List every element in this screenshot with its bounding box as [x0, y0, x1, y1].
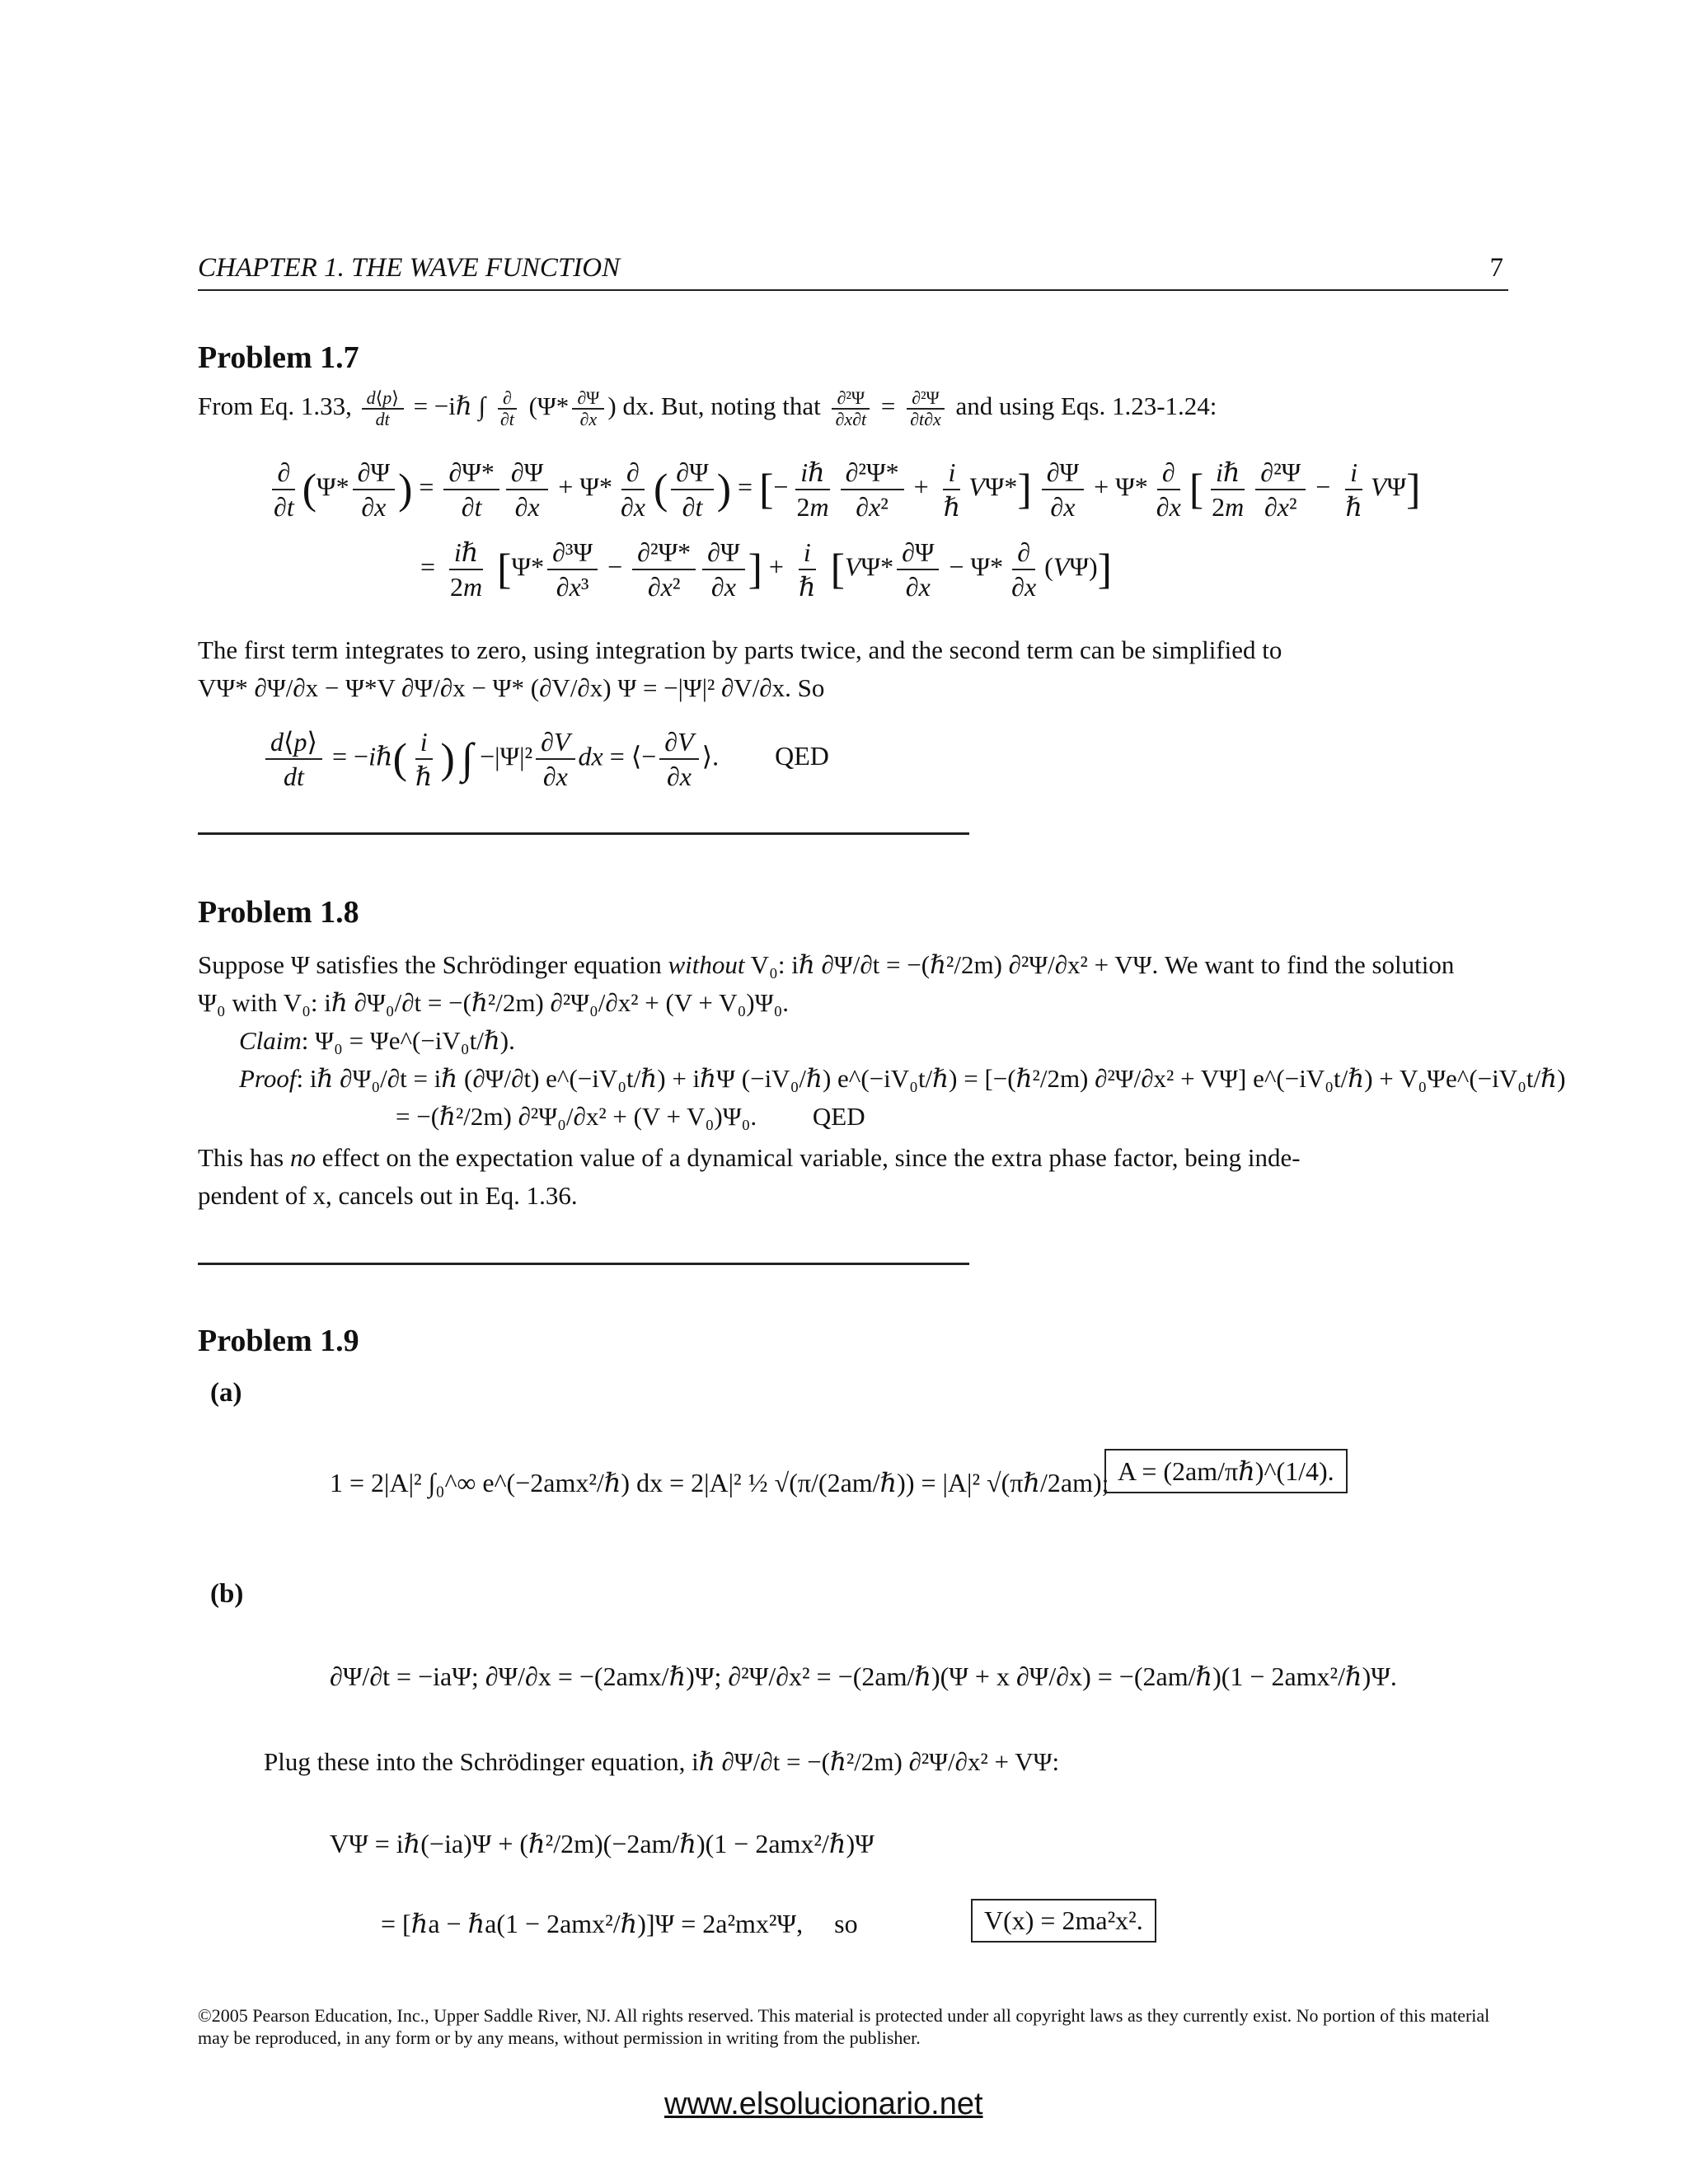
answer-box-a: A = (2am/πℏ)^(1/4). [1104, 1449, 1348, 1493]
problem-1-8-title: Problem 1.8 [198, 895, 359, 930]
plug-text: Plug these into the Schrödinger equation, iℏ ∂Ψ/∂t = −(ℏ²/2m) ∂²Ψ/∂x² + VΨ: [264, 1747, 1060, 1776]
equation-1-9-b: ∂Ψ/∂t = −iaΨ; ∂Ψ/∂x = −(2amx/ℏ)Ψ; ∂²Ψ/∂x² = −(2am/ℏ)(Ψ + x ∂Ψ/∂x) = −(2am/ℏ)(1 − 2amx²/ℏ)Ψ. [330, 1661, 1397, 1691]
part-a-label: (a) [210, 1378, 242, 1408]
divider-2 [198, 1263, 969, 1265]
answer-box-v: V(x) = 2ma²x². [971, 1899, 1156, 1943]
equation-1-7-a: $\frac{\partial}{\partial t}$ (Ψ* $\frac{\partial\Psi}{\partial x}$ ) = $\frac{\partial\Psi*}{\partial t}$ $\frac{\partial\Psi}{\partial x}$ + Ψ* $\frac{\partial}{\partial x}$ ( $\frac{\partial\Psi}{\partial t}$ ) = [− $\frac{\text{iℏ}}{2m}$ $\frac{\text{∂²Ψ*}}{\text{∂x²}}$ + $\frac{i}{\text{ℏ}}$ VΨ*] $\frac{\partial\Psi}{\partial x}$ + Ψ* $\frac{\partial}{\partial x}$ [ $\frac{\text{iℏ}}{2m}$ $\frac{\text{∂²Ψ}}{\text{∂x²}}$ − $\frac{i}{\text{ℏ}}$ VΨ] [274, 457, 1421, 522]
website-link[interactable]: www.elsolucionario.net [664, 2087, 983, 2121]
equation-1-7-c: $\frac{d⟨p⟩}{dt}$ = −iℏ( $\frac{i}{\text{ℏ}}$ ) ∫ −|Ψ|² $\frac{\partial V}{\partial x}$ dx = ⟨− $\frac{\partial V}{\partial x}$ ⟩. QED [262, 725, 829, 793]
page-header [198, 253, 1508, 291]
problem-1-7-text: The first term integrates to zero, using integration by parts twice, and the second term can be simplified to VΨ* ∂Ψ/∂x − Ψ*V ∂Ψ/∂x − Ψ* (∂V/∂x) Ψ = −|Ψ|² ∂V/∂x. So [198, 635, 1282, 702]
qed-1-7: QED [775, 741, 829, 771]
qed-1-8: QED [812, 1102, 865, 1131]
problem-1-7-title: Problem 1.7 [198, 340, 359, 375]
copyright-footer: ©2005 Pearson Education, Inc., Upper Saddle River, NJ. All rights reserved. This material is protected under all copyright laws as they currently exist. No portion of this material may be reproduced, in any form or by any means, without permission in writing from the publisher. [198, 2005, 1490, 2048]
equation-1-9-v1: VΨ = iℏ(−ia)Ψ + (ℏ²/2m)(−2am/ℏ)(1 − 2amx²/ℏ)Ψ [330, 1829, 874, 1858]
problem-1-7-intro: From Eq. 1.33, $\frac{d⟨p⟩}{dt}$ = −iℏ ∫ $\frac{\partial}{\partial t}$ (Ψ* $\frac{\partial\Psi}{\partial x}$ ) dx. But, noting that $\frac{\text{∂²Ψ}}{\partial x\partial t}$ = $\frac{\text{∂²Ψ}}{\partial t\partial x}$ and using Eqs. 1.23-1.24: [198, 387, 1217, 429]
part-b-label: (b) [210, 1579, 244, 1609]
problem-1-9-title: Problem 1.9 [198, 1324, 359, 1358]
equation-1-7-b: = $\frac{\text{iℏ}}{2m}$ [Ψ* $\frac{\text{∂³Ψ}}{\text{∂x³}}$ − $\frac{\text{∂²Ψ*}}{\text{∂x²}}$ $\frac{\partial\Psi}{\partial x}$ ] + $\frac{i}{\text{ℏ}}$ [VΨ* $\frac{\partial\Psi}{\partial x}$ − Ψ* $\frac{\partial}{\partial x}$ (VΨ)] [420, 537, 1112, 602]
problem-1-8-body: Suppose Ψ satisfies the Schrödinger equation without V₀: iℏ ∂Ψ/∂t = −(ℏ²/2m) ∂²Ψ/∂x² + VΨ. We want to find the solution Ψ₀ with V₀: iℏ ∂Ψ₀/∂t = −(ℏ²/2m) ∂²Ψ₀/∂x² + (V + V₀)Ψ₀. Claim: Ψ₀ = Ψe^(−iV₀t/ℏ). Proof: iℏ ∂Ψ₀/∂t = iℏ (∂Ψ/∂t) e^(−iV₀t/ℏ) + iℏΨ (−iV₀/ℏ) e^(−iV₀t/ℏ) = [−(ℏ²/2m) ∂²Ψ/∂x² + VΨ] e^(−iV₀t/ℏ) + V₀Ψe^(−iV₀t/ℏ) = −(ℏ²/2m) ∂²Ψ₀/∂x² + (V + V₀)Ψ₀. QED This has no effect on the expectation value of a dynamical variable, since the extra phase factor, being inde- pendent of x, cancels out in Eq. 1.36. [198, 950, 1566, 1210]
chapter-title: CHAPTER 1. THE WAVE FUNCTION [198, 253, 621, 283]
divider-1 [198, 832, 969, 835]
equation-1-9-v2: = [ℏa − ℏa(1 − 2amx²/ℏ)]Ψ = 2a²mx²Ψ, so [381, 1909, 858, 1938]
page-number: 7 [1489, 253, 1503, 283]
equation-1-9-a: 1 = 2|A|² ∫₀^∞ e^(−2amx²/ℏ) dx = 2|A|² ½ √(π/(2am/ℏ)) = |A|² √(πℏ/2am); [330, 1468, 1109, 1497]
